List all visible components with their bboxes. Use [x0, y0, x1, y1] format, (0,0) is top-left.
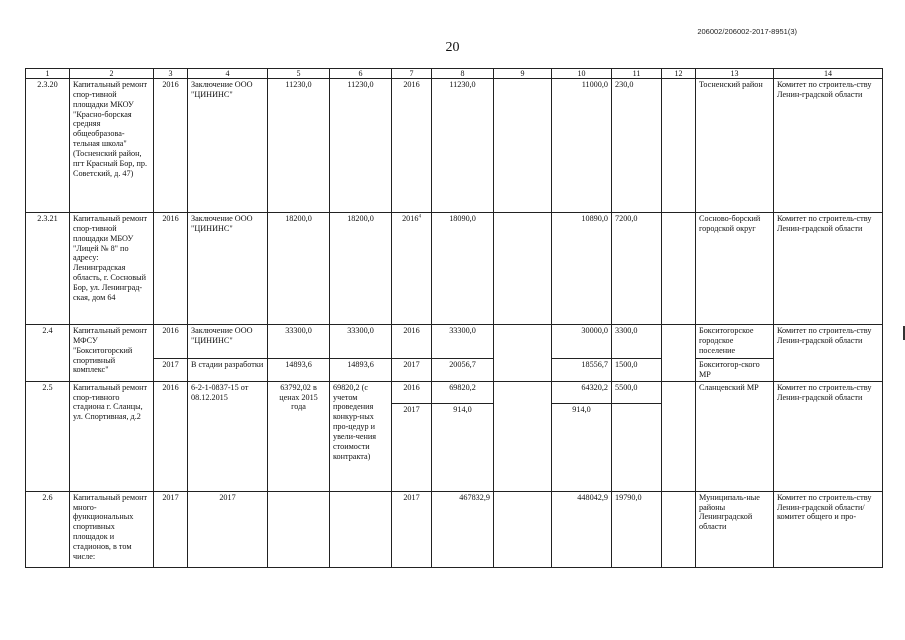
municipality-cell: Тосненский район [696, 79, 774, 213]
responsible-cell: Комитет по строитель-ству Ленин-градской области [774, 213, 883, 325]
row-number: 2.3.21 [26, 213, 70, 325]
municipality-cell: Сланцевский МР [696, 381, 774, 491]
other-cell [662, 79, 696, 213]
total-cell: 20056,7 [432, 359, 494, 382]
object-name: Капитальный ремонт много-функциональных спортивных площадок и стадионов, в том числе: [70, 491, 154, 567]
finance-year-cell: 2017 [392, 403, 432, 491]
finance-year-cell: 2016 [392, 325, 432, 359]
footnote-mark: 4 [418, 214, 421, 220]
design-doc-cell: В стадии разработки [188, 359, 268, 382]
col-header: 5 [268, 69, 330, 79]
other-cell [662, 491, 696, 567]
other-cell [662, 213, 696, 325]
col-header: 12 [662, 69, 696, 79]
municipality-cell: Муниципаль-ные районы Ленинградской области [696, 491, 774, 567]
row-number: 2.4 [26, 325, 70, 382]
object-name: Капитальный ремонт спор-тивной площадки МКОУ "Красно-борская средняя общеобразова-тельная школа" (Тосненский район, пгт Красный Бор, пр. Советский, д. 47) [70, 79, 154, 213]
table-row [26, 491, 883, 567]
year-cell: 2017 [154, 359, 188, 382]
finance-year-cell: 2017 [392, 359, 432, 382]
limit-cell: 18200,0 [330, 213, 392, 325]
cost-cell: 14893,6 [268, 359, 330, 382]
cost-cell: 11230,0 [268, 79, 330, 213]
program-table [25, 68, 883, 568]
year-cell: 2017 [154, 491, 188, 567]
responsible-cell: Комитет по строитель-ству Ленин-градской области [774, 381, 883, 491]
col-header: 10 [552, 69, 612, 79]
cost-cell: 63792,02 в ценах 2015 года [268, 381, 330, 491]
design-doc-cell: Заключение ООО "ЦИНИНС" [188, 213, 268, 325]
responsible-cell: Комитет по строитель-ству Ленин-градской области [774, 325, 883, 382]
limit-cell: 69820,2 (с учетом проведения конкур-ных про-цедур и увели-чения стоимости контракта) [330, 381, 392, 491]
municipality-cell: Сосново-борский городской округ [696, 213, 774, 325]
responsible-cell: Комитет по строитель-ству Ленин-градской области [774, 79, 883, 213]
design-doc-cell: 6-2-1-0837-15 от 08.12.2015 [188, 381, 268, 491]
table-row [26, 359, 883, 382]
col-header: 8 [432, 69, 494, 79]
regional-cell: 11000,0 [552, 79, 612, 213]
design-doc-cell: Заключение ООО "ЦИНИНС" [188, 325, 268, 359]
col-header: 9 [494, 69, 552, 79]
year-cell: 2016 [154, 79, 188, 213]
local-cell: 230,0 [612, 79, 662, 213]
total-cell: 11230,0 [432, 79, 494, 213]
local-cell: 1500,0 [612, 359, 662, 382]
federal-cell [494, 325, 552, 382]
other-cell [662, 325, 696, 382]
total-cell: 18090,0 [432, 213, 494, 325]
local-cell [612, 403, 662, 491]
total-cell: 914,0 [432, 403, 494, 491]
col-header: 14 [774, 69, 883, 79]
row-number: 2.5 [26, 381, 70, 491]
row-number: 2.3.20 [26, 79, 70, 213]
local-cell: 3300,0 [612, 325, 662, 359]
col-header: 2 [70, 69, 154, 79]
col-header: 1 [26, 69, 70, 79]
responsible-cell: Комитет по строитель-ству Ленин-градской области/ комитет общего и про- [774, 491, 883, 567]
total-cell: 69820,2 [432, 381, 494, 403]
municipality-cell: Бокситогорское городское поселение [696, 325, 774, 359]
finance-year-cell [392, 213, 432, 325]
limit-cell [330, 491, 392, 567]
table-row [26, 381, 883, 403]
municipality-cell: Бокситогор-ского МР [696, 359, 774, 382]
year-cell: 2016 [154, 381, 188, 491]
finance-year-value: 2016 [402, 214, 419, 223]
col-header: 4 [188, 69, 268, 79]
design-doc-cell: 2017 [188, 491, 268, 567]
col-header: 13 [696, 69, 774, 79]
finance-year-cell: 2017 [392, 491, 432, 567]
year-cell: 2016 [154, 213, 188, 325]
object-name: Капитальный ремонт спор-тивного стадиона г. Сланцы, ул. Спортивная, д.2 [70, 381, 154, 491]
object-name: Капитальный ремонт МФСУ "Бокситогорский спортивный комплекс" [70, 325, 154, 382]
table-row [26, 325, 883, 359]
regional-cell: 64320,2 [552, 381, 612, 403]
col-header: 6 [330, 69, 392, 79]
limit-cell: 33300,0 [330, 325, 392, 359]
local-cell: 5500,0 [612, 381, 662, 403]
table-row [26, 79, 883, 213]
regional-cell: 18556,7 [552, 359, 612, 382]
local-cell: 19790,0 [612, 491, 662, 567]
cost-cell [268, 491, 330, 567]
row-number: 2.6 [26, 491, 70, 567]
regional-cell: 10890,0 [552, 213, 612, 325]
federal-cell [494, 381, 552, 491]
column-number-row [26, 69, 883, 79]
cost-cell: 18200,0 [268, 213, 330, 325]
col-header: 11 [612, 69, 662, 79]
cost-cell: 33300,0 [268, 325, 330, 359]
federal-cell [494, 491, 552, 567]
page-number: 20 [445, 40, 460, 55]
other-cell [662, 381, 696, 491]
total-cell: 467832,9 [432, 491, 494, 567]
col-header: 3 [154, 69, 188, 79]
federal-cell [494, 79, 552, 213]
col-header: 7 [392, 69, 432, 79]
finance-year-cell: 2016 [392, 79, 432, 213]
regional-cell: 30000,0 [552, 325, 612, 359]
object-name: Капитальный ремонт спор-тивной площадки МБОУ "Лицей № 8" по адресу: Ленинградская область, г. Сосновый Бор, ул. Ленинград-ская, дом 64 [70, 213, 154, 325]
design-doc-cell: Заключение ООО "ЦИНИНС" [188, 79, 268, 213]
table-row [26, 213, 883, 325]
limit-cell: 14893,6 [330, 359, 392, 382]
regional-cell: 448042,9 [552, 491, 612, 567]
local-cell: 7200,0 [612, 213, 662, 325]
regional-cell: 914,0 [552, 403, 612, 491]
document-id: 206002/206002-2017-8951(3) [697, 27, 797, 36]
total-cell: 33300,0 [432, 325, 494, 359]
federal-cell [494, 213, 552, 325]
year-cell: 2016 [154, 325, 188, 359]
finance-year-cell: 2016 [392, 381, 432, 403]
limit-cell: 11230,0 [330, 79, 392, 213]
